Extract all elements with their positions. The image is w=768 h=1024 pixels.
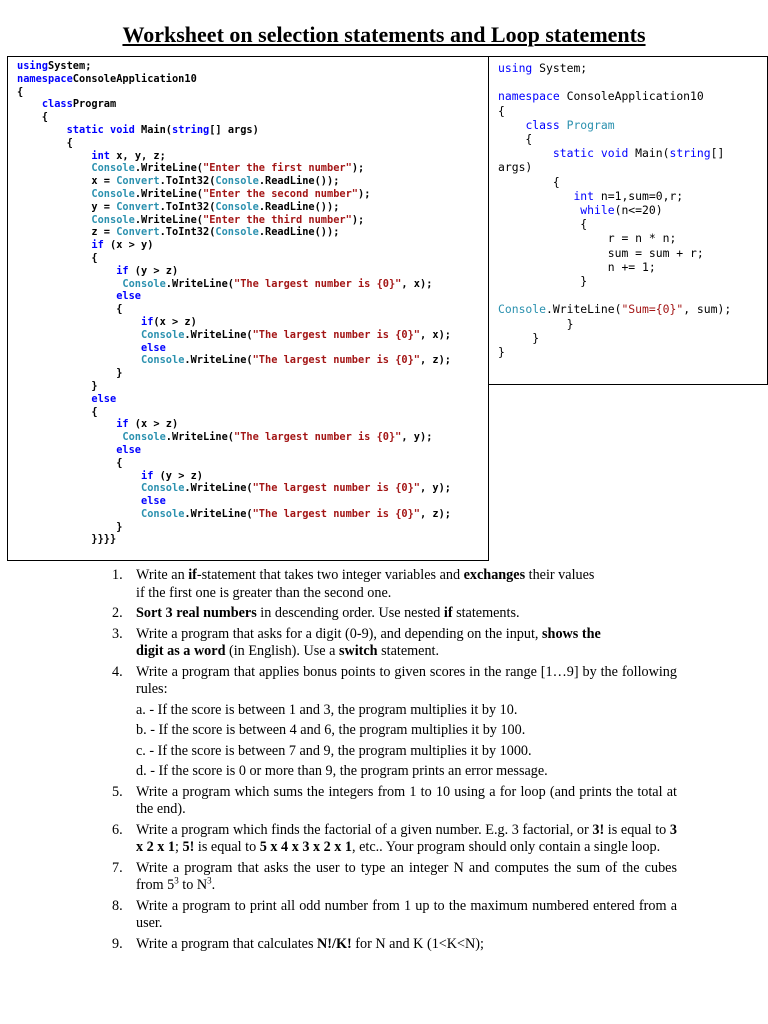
code-line [17, 329, 451, 342]
code-token [17, 150, 91, 162]
code-token: else [141, 341, 166, 354]
code-token: else [91, 392, 117, 405]
code-token [17, 124, 67, 136]
code-token: int [573, 188, 595, 203]
code-line [17, 124, 451, 137]
code-line [498, 160, 731, 174]
code-token: "Enter the third number" [203, 213, 352, 226]
code-line [498, 89, 731, 103]
code-token: .ReadLine()); [258, 226, 340, 239]
exercise-text: 3 [207, 875, 212, 886]
code-token [17, 354, 141, 366]
code-token: while [580, 203, 615, 218]
code-line [17, 354, 451, 367]
code-line [17, 444, 451, 457]
code-token: .ReadLine()); [258, 200, 340, 213]
code-line [17, 73, 451, 86]
code-token: using [17, 60, 48, 72]
code-token: string [669, 146, 711, 161]
code-line [498, 288, 731, 302]
code-line [17, 137, 451, 150]
code-token: Main( [134, 123, 173, 136]
code-token: [] [710, 146, 725, 161]
code-line [17, 508, 451, 521]
exercise-number: 5. [112, 783, 123, 800]
code-line [498, 175, 731, 189]
exercise-item [112, 859, 677, 895]
code-token: r = n * n; [498, 231, 677, 246]
code-token: "The largest number is {0}" [234, 277, 402, 290]
exercise-text: their values [525, 567, 595, 583]
code-token: } [17, 367, 123, 380]
code-token: , z); [420, 354, 451, 367]
code-token: Console [498, 302, 547, 317]
exercise-item [112, 605, 677, 623]
code-token: n += 1; [498, 259, 656, 274]
code-token: { [17, 251, 98, 264]
code-token: "The largest number is {0}" [252, 354, 420, 367]
code-line [17, 111, 451, 124]
code-token: else [116, 290, 142, 303]
code-token: "Enter the first number" [203, 162, 352, 175]
code-token: } [498, 330, 540, 345]
code-token: .ToInt32( [159, 226, 216, 239]
exercise-text: Write a program that calculates [136, 935, 318, 952]
exercise-text: to N [178, 877, 208, 893]
code-token: (x > y) [103, 239, 154, 252]
code-token: .WriteLine( [165, 277, 234, 290]
code-token: string [172, 123, 210, 136]
code-token: .WriteLine( [134, 213, 204, 226]
exercise-text: 5! [182, 839, 195, 855]
code-line [498, 104, 731, 118]
exercise-text: . [211, 877, 216, 893]
code-line [17, 521, 451, 534]
exercise-number: 2. [112, 605, 123, 621]
code-token: Convert [116, 226, 160, 239]
exercise-number: 8. [112, 897, 123, 914]
exercise-item [112, 897, 677, 933]
code-line [498, 231, 731, 245]
code-token [17, 482, 141, 494]
exercise-text: switch [338, 643, 378, 659]
exercise-text: in descending order. Use nested [256, 605, 444, 621]
code-token: (x > z) [153, 315, 197, 328]
code-line [17, 226, 451, 239]
code-line [17, 278, 451, 291]
code-token: ConsoleApplication10 [72, 72, 197, 85]
code-token: .WriteLine( [184, 328, 253, 341]
exercise-text: Write a program to print all odd number from 1 up to the maximum numbered entered from a user. [136, 897, 677, 931]
exercise-text: -statement that takes two integer variables and [196, 567, 464, 583]
code-token: ); [358, 187, 371, 200]
code-line [498, 274, 731, 288]
code-line [17, 150, 451, 163]
code-token: sum = sum + r; [498, 245, 704, 260]
code-token: } [498, 274, 588, 289]
exercise-text: statements. [452, 605, 520, 621]
code-token: "The largest number is {0}" [252, 328, 420, 341]
exercise-text: 3 x 2 x 1 [136, 821, 677, 855]
code-token: , x); [401, 277, 433, 290]
code-token: .WriteLine( [184, 507, 253, 520]
code-token: System; [532, 61, 588, 75]
code-token: static void [552, 146, 629, 161]
code-line [17, 60, 451, 73]
code-token: .WriteLine( [165, 431, 234, 444]
code-token: Console [91, 162, 135, 175]
code-line [17, 201, 451, 214]
exercise-item [112, 821, 677, 857]
code-token: [] args) [209, 123, 259, 136]
exercise-number: 4. [112, 663, 123, 680]
code-token: (y > z) [153, 469, 204, 482]
code-text [498, 61, 731, 359]
code-token: if [116, 418, 129, 431]
exercise-text: if [443, 605, 453, 621]
code-token [17, 265, 116, 277]
code-block-largest-number [7, 56, 489, 561]
exercise-text: 5 x 4 x 3 x 2 x 1 [259, 839, 352, 855]
code-token: "The largest number is {0}" [234, 431, 402, 444]
code-token: { [498, 174, 560, 189]
exercise-text: Write a program which finds the factorial of a given number. E.g. 3 factorial, or [136, 821, 593, 838]
exercise-rule: b. - If the score is between 4 and 6, the program multiplies it by 100. [136, 722, 526, 738]
code-line [498, 118, 731, 132]
code-line [498, 75, 731, 89]
exercise-item [112, 783, 677, 819]
code-token [17, 431, 122, 443]
exercise-text: (in English). Use a [225, 643, 339, 659]
code-token: { [498, 132, 533, 147]
code-token [17, 214, 91, 226]
code-token: Console [91, 213, 135, 226]
page-title: Worksheet on selection statements and Loop statements [122, 22, 646, 47]
code-token: , y); [420, 482, 451, 495]
code-token: .ToInt32( [159, 175, 216, 188]
code-line [17, 239, 451, 252]
code-token: { [17, 136, 73, 149]
exercise-text: exchanges [463, 567, 526, 583]
code-token: .WriteLine( [134, 162, 204, 175]
code-token: Console [215, 200, 259, 213]
code-token: } [498, 345, 505, 360]
code-token: { [498, 103, 505, 118]
code-line [498, 132, 731, 146]
code-token: static void [66, 123, 135, 136]
code-token: if [141, 315, 154, 328]
exercise-text: Write a program which sums the integers from 1 to 10 using a for loop (and prints the total at the end). [136, 783, 677, 817]
code-token: z = [17, 226, 117, 239]
code-line [498, 317, 731, 331]
code-token: { [17, 85, 24, 98]
code-line [17, 393, 451, 406]
code-line [498, 61, 731, 75]
code-text [17, 60, 451, 546]
exercise-text: Write a program that asks the user to type an integer N and computes the sum of the cubes from 5 [136, 859, 677, 893]
code-token: .ReadLine()); [258, 175, 340, 188]
code-token: "Enter the second number" [203, 187, 358, 200]
code-token: else [116, 443, 142, 456]
exercise-text: 3! [592, 821, 605, 838]
code-token: .WriteLine( [134, 187, 204, 200]
code-token [17, 393, 91, 405]
exercise-text: if [188, 567, 197, 583]
exercise-text: Write a program that applies bonus points to given scores in the range [1…9] by the following rules: [136, 663, 677, 697]
code-token: "The largest number is {0}" [252, 507, 420, 520]
code-token: x = [17, 175, 117, 188]
code-token: Console [122, 277, 166, 290]
code-line [17, 482, 451, 495]
code-line [498, 146, 731, 160]
code-token [17, 470, 141, 482]
code-token: , z); [420, 507, 451, 520]
code-block-sum-of-squares [488, 56, 768, 385]
exercise-text: digit as a word [136, 643, 226, 659]
code-token: using [498, 61, 533, 75]
code-line [17, 380, 451, 393]
code-line [17, 86, 451, 99]
exercise-number: 7. [112, 859, 123, 876]
code-token [498, 146, 553, 160]
code-token: .WriteLine( [546, 302, 622, 317]
code-line [17, 418, 451, 431]
code-token: .ToInt32( [159, 200, 216, 213]
code-token [17, 188, 91, 200]
code-token: { [17, 111, 48, 124]
code-token [17, 278, 122, 290]
code-token: System; [48, 60, 92, 72]
code-token: { [17, 405, 98, 418]
code-line [498, 302, 731, 316]
code-token: class [41, 98, 73, 111]
code-line [498, 331, 731, 345]
code-token: int [91, 149, 111, 162]
code-token: namespace [17, 72, 73, 85]
exercise-text: Sort 3 real numbers [136, 605, 257, 621]
code-token [17, 98, 42, 110]
code-line [17, 457, 451, 470]
code-token: } [17, 379, 98, 392]
code-line [17, 533, 451, 546]
exercise-text: shows the [542, 625, 601, 642]
code-token: namespace [498, 89, 560, 104]
exercise-text: N!/K! [317, 935, 352, 952]
exercise-text: for N and K (1<K<N); [351, 935, 484, 952]
exercise-rule: d. - If the score is 0 or more than 9, the program prints an error message. [136, 763, 548, 779]
code-token [17, 444, 116, 456]
code-token: Console [122, 431, 166, 444]
code-token: if [91, 239, 104, 252]
code-token: ); [351, 213, 365, 226]
code-line [17, 98, 451, 111]
code-token [17, 316, 141, 328]
code-token: Convert [116, 175, 160, 188]
code-token: x, y, z; [110, 149, 166, 162]
code-token: } [17, 520, 123, 533]
code-line [17, 214, 451, 227]
code-token [17, 418, 116, 430]
code-line [498, 189, 731, 203]
code-line [17, 406, 451, 419]
code-token: Program [72, 98, 117, 111]
code-token [17, 495, 141, 507]
code-line [498, 217, 731, 231]
code-token: if [141, 469, 154, 482]
exercise-text: ; [175, 839, 183, 855]
exercise-list [112, 567, 677, 956]
code-line [17, 252, 451, 265]
code-token: Console [141, 328, 185, 341]
code-line [17, 188, 451, 201]
exercise-number: 3. [112, 625, 123, 642]
code-token: Convert [116, 200, 160, 213]
code-token: "Sum={0}" [621, 302, 684, 317]
exercise-item [112, 567, 677, 602]
exercise-number: 9. [112, 935, 123, 952]
code-token: Console [141, 482, 185, 495]
code-token: "The largest number is {0}" [252, 482, 420, 495]
exercise-text: if the first one is greater than the second one. [136, 584, 392, 601]
code-line [17, 316, 451, 329]
code-token: n=1,sum=0,r; [594, 188, 684, 203]
code-line [17, 290, 451, 303]
exercise-item [112, 663, 677, 781]
code-token [17, 239, 91, 251]
code-token: class [525, 117, 560, 132]
exercise-number: 1. [112, 567, 123, 583]
code-line [498, 246, 731, 260]
exercise-text: statement. [377, 643, 440, 659]
code-token [17, 162, 91, 174]
code-token [17, 342, 141, 354]
code-token: y = [17, 200, 117, 213]
code-token [498, 189, 573, 203]
exercise-rule: a. - If the score is between 1 and 3, the program multiplies it by 10. [136, 701, 518, 718]
code-line [17, 342, 451, 355]
code-token: { [498, 217, 588, 232]
code-token: { [17, 456, 123, 469]
exercise-text: , etc.. Your program should only contain a single loop. [351, 839, 661, 855]
code-line [17, 367, 451, 380]
code-line [17, 431, 451, 444]
code-token: .WriteLine( [184, 354, 253, 367]
code-line [17, 162, 451, 175]
code-line [498, 203, 731, 217]
code-line [17, 495, 451, 508]
exercise-text: Write an [136, 567, 189, 583]
code-token: Console [91, 187, 135, 200]
code-line [17, 303, 451, 316]
code-token: (x > z) [128, 418, 179, 431]
code-line [17, 470, 451, 483]
code-token: Main( [628, 146, 670, 161]
code-token: }}}} [17, 533, 117, 546]
code-token [560, 118, 567, 132]
code-token: if [116, 264, 129, 277]
exercise-text: Write a program that asks for a digit (0-9), and depending on the input, [136, 625, 543, 642]
exercise-text: is equal to [604, 821, 670, 838]
code-line [17, 265, 451, 278]
code-token: { [17, 303, 123, 316]
code-token [498, 118, 525, 132]
code-line [498, 345, 731, 359]
code-line [17, 175, 451, 188]
code-token: Console [215, 226, 259, 239]
exercise-item [112, 935, 677, 954]
code-token: Console [215, 175, 259, 188]
code-token: , x); [420, 328, 451, 341]
code-token [498, 203, 580, 217]
code-token: Console [141, 507, 185, 520]
exercise-text: is equal to [194, 839, 260, 855]
code-line [498, 260, 731, 274]
exercise-number: 6. [112, 821, 123, 838]
code-token: Console [141, 354, 185, 367]
exercise-item [112, 625, 677, 661]
code-token [17, 329, 141, 341]
code-token: .WriteLine( [184, 482, 253, 495]
code-token: (y > z) [128, 264, 179, 277]
code-token [17, 508, 141, 520]
code-token: args) [498, 160, 533, 175]
exercise-text: 3 [174, 875, 179, 886]
code-token: , y); [401, 431, 433, 444]
code-token: else [141, 495, 166, 508]
code-token: ConsoleApplication10 [559, 89, 704, 104]
code-token: (n<=20) [614, 203, 663, 218]
exercise-rule: c. - If the score is between 7 and 9, the program multiplies it by 1000. [136, 742, 532, 759]
code-token: , sum); [683, 302, 732, 317]
code-token [17, 290, 116, 302]
code-token: ); [351, 162, 365, 175]
code-token: Program [566, 117, 615, 132]
code-token: } [498, 316, 574, 331]
